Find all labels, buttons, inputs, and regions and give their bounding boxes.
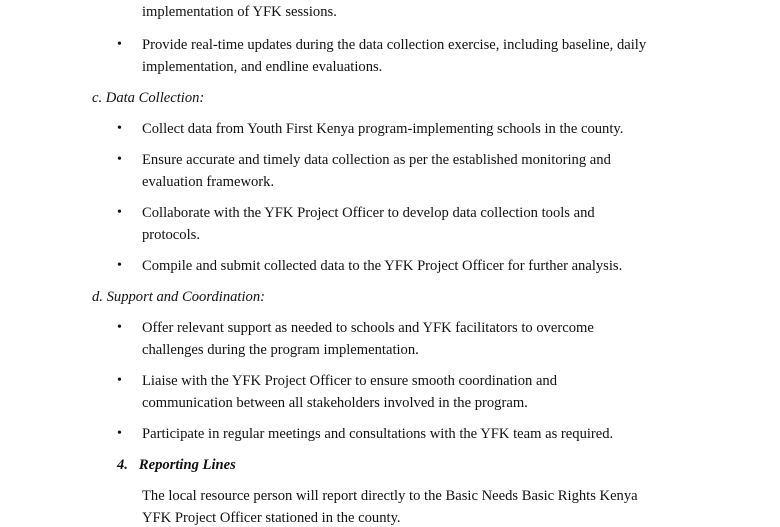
section-heading-data-collection: c. Data Collection: xyxy=(92,90,205,106)
list-item-line: Participate in regular meetings and consultations with the YFK team as required. xyxy=(142,426,614,442)
paragraph-line: The local resource person will report directly to the Basic Needs Basic Rights Kenya xyxy=(142,488,638,504)
section-heading-reporting-lines: 4. Reporting Lines xyxy=(117,457,236,473)
bullet-icon: • xyxy=(117,121,122,136)
bullet-icon: • xyxy=(117,258,122,273)
cut-off-line: implementation of YFK sessions. xyxy=(142,4,337,20)
bullet-icon: • xyxy=(117,320,122,335)
list-item-line: Collaborate with the YFK Project Officer to develop data collection tools and xyxy=(142,205,595,221)
list-item-line: Provide real-time updates during the data collection exercise, including baseline, daily xyxy=(142,37,647,53)
list-item-line: Ensure accurate and timely data collection as per the established monitoring and xyxy=(142,152,611,168)
list-item-line: communication between all stakeholders involved in the program. xyxy=(142,395,528,411)
list-item-line: challenges during the program implementation. xyxy=(142,342,419,358)
paragraph-line: YFK Project Officer stationed in the county. xyxy=(142,510,401,526)
bullet-icon: • xyxy=(117,205,122,220)
bullet-icon: • xyxy=(117,152,122,167)
list-item-line: Collect data from Youth First Kenya program-implementing schools in the county. xyxy=(142,121,624,137)
section-heading-support-coordination: d. Support and Coordination: xyxy=(92,289,265,305)
list-item-line: Offer relevant support as needed to schools and YFK facilitators to overcome xyxy=(142,320,594,336)
bullet-icon: • xyxy=(117,373,122,388)
bullet-icon: • xyxy=(117,426,122,441)
list-item-line: protocols. xyxy=(142,227,200,243)
bullet-icon: • xyxy=(117,37,122,52)
list-item-line: evaluation framework. xyxy=(142,174,275,190)
list-item-line: Compile and submit collected data to the YFK Project Officer for further analysis. xyxy=(142,258,623,274)
list-item-line: implementation, and endline evaluations. xyxy=(142,59,383,75)
list-item-line: Liaise with the YFK Project Officer to ensure smooth coordination and xyxy=(142,373,558,389)
